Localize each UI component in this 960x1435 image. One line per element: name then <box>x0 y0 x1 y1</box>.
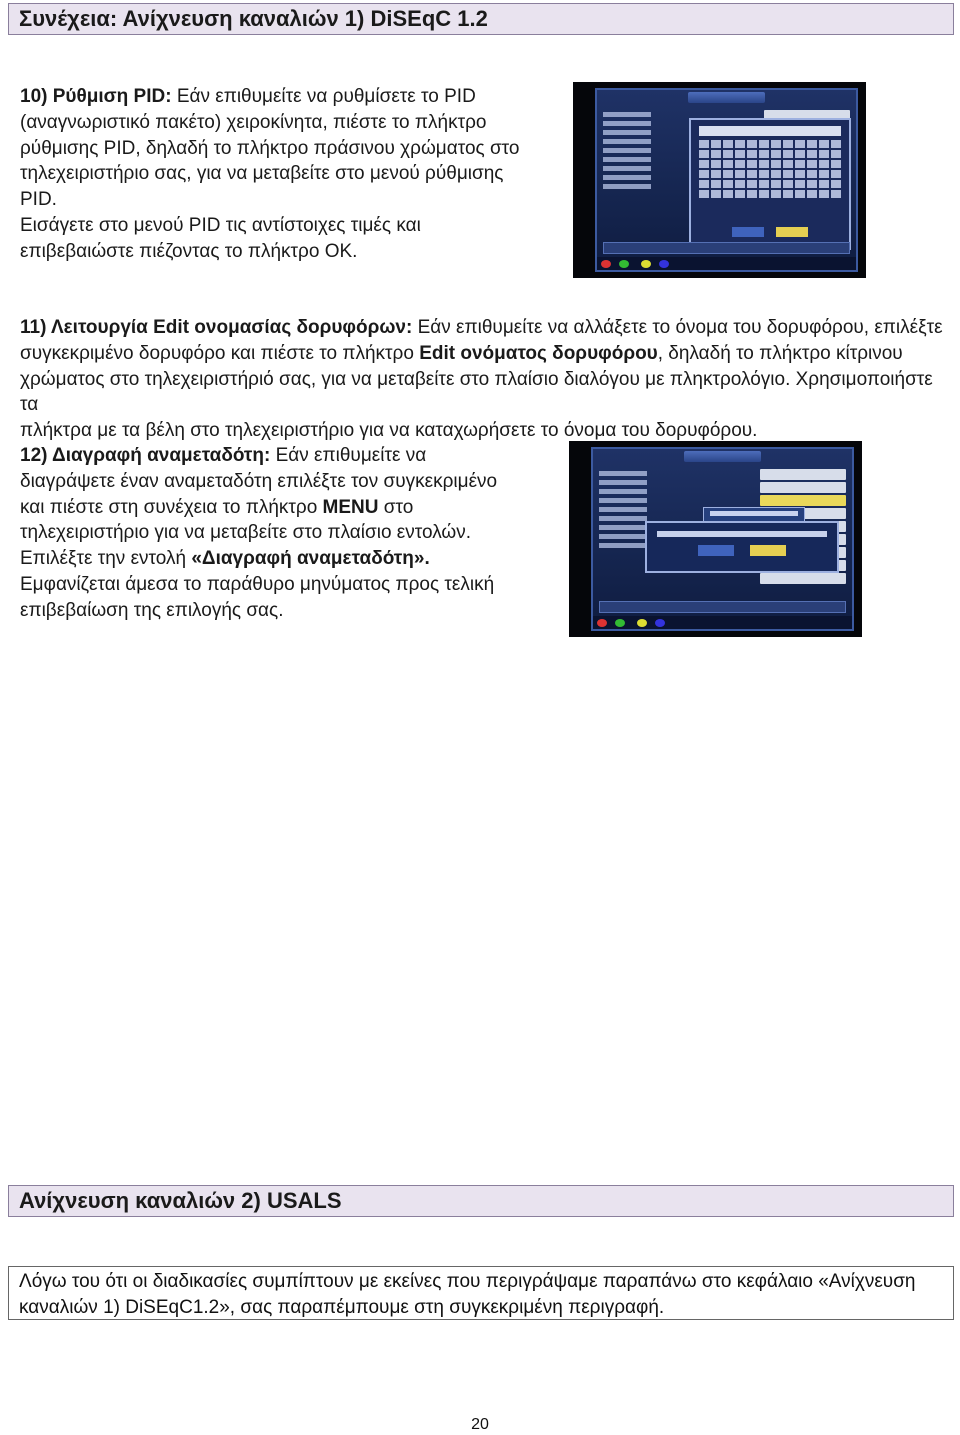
screenshot-delete-confirm <box>569 441 862 637</box>
text: , δηλαδή το πλήκτρο κίτρινου <box>657 342 903 364</box>
confirm-dialog <box>645 521 839 573</box>
line <box>20 315 950 341</box>
text: Εάν επιθυμείτε να <box>270 445 427 466</box>
line: διαγράψετε έναν αναμεταδότη επιλέξτε τον συγκεκριμένο <box>20 470 498 492</box>
line: Εισάγετε στο μενού PID τις αντίστοιχες τιμές και <box>20 214 421 236</box>
line: Λόγω του ότι οι διαδικασίες συμπίπτουν με εκείνες που περιγράψαμε παραπάνω στο κεφάλαιο «Ανίχνευση <box>19 1271 916 1292</box>
tv-screen <box>591 447 854 631</box>
tv-status-bar <box>603 242 850 254</box>
paragraph-edit-satellite <box>20 315 950 444</box>
tv-footer <box>593 616 852 629</box>
paragraph-pid-setting <box>20 84 560 265</box>
line: PID. <box>20 189 57 211</box>
line: καναλιών 1) DiSEqC1.2», σας παραπέμπουμε στη συγκεκριμένη περιγραφή. <box>19 1296 665 1318</box>
section-header-text: Συνέχεια: Ανίχνευση καναλιών 1) DiSEqC 1.2 <box>19 6 488 31</box>
line: χρώματος στο τηλεχειριστήριό σας, για να μεταβείτε στο πλαίσιο διαλόγου με πληκτρολόγιο. Χρησιμοποιήστε τα <box>20 368 933 416</box>
text: Επιλέξτε την εντολή <box>20 548 192 570</box>
command-name: «Διαγραφή αναμεταδότη». <box>191 548 430 570</box>
section-header-text: Ανίχνευση καναλιών 2) USALS <box>19 1188 342 1213</box>
line: Εμφανίζεται άμεσα το παράθυρο μηνύματος προς τελική <box>20 573 495 595</box>
key-name: Edit ονόματος δορυφόρου <box>419 342 658 364</box>
section-header-diseqc <box>8 3 954 35</box>
text: συγκεκριμένο δορυφόρο και πιέστε το πλήκτρο <box>20 342 420 364</box>
line <box>20 495 560 521</box>
no-button <box>750 545 786 556</box>
line: (αναγνωριστικό πακέτο) χειροκίνητα, πιέστε το πλήκτρο <box>20 111 487 133</box>
dialog-message <box>657 531 827 537</box>
line <box>20 84 560 110</box>
yes-button <box>698 545 734 556</box>
step-title: 12) Διαγραφή αναμεταδότη: <box>20 445 271 466</box>
tv-title-bar <box>688 92 766 103</box>
line: ρύθμισης PID, δηλαδή το πλήκτρο πράσινου χρώματος στο <box>20 137 520 159</box>
text: στο <box>378 496 414 518</box>
keyboard-dialog <box>689 118 851 250</box>
line: τηλεχειριστήριο σας, για να μεταβείτε στο μενού ρύθμισης <box>20 163 504 185</box>
tv-footer <box>597 257 856 270</box>
line <box>20 546 560 572</box>
tv-title-bar <box>684 451 762 462</box>
line: τηλεχειριστήριο για να μεταβείτε στο πλαίσιο εντολών. <box>20 522 472 544</box>
line: επιβεβαιώστε πιέζοντας το πλήκτρο ΟΚ. <box>20 240 358 262</box>
text: Εάν επιθυμείτε να αλλάξετε το όνομα του δορυφόρου, επιλέξτε <box>412 317 943 338</box>
tv-left-list <box>603 108 663 230</box>
usals-note-box <box>8 1266 954 1320</box>
tv-status-bar <box>599 601 846 613</box>
line <box>20 341 950 367</box>
tv-screen <box>595 88 858 272</box>
key-name: MENU <box>322 496 379 518</box>
section-header-usals <box>8 1185 954 1217</box>
text: και πιέστε στη συνέχεια το πλήκτρο <box>20 496 323 518</box>
line: επιβεβαίωση της επιλογής σας. <box>20 599 284 621</box>
keyboard-input <box>699 126 841 136</box>
step-title: 10) Ρύθμιση PID: <box>20 86 172 107</box>
line: πλήκτρα με τα βέλη στο τηλεχειριστήριο για να καταχωρήσετε το όνομα του δορυφόρου. <box>20 420 758 442</box>
keyboard-keys <box>699 140 841 198</box>
text: Εάν επιθυμείτε να ρυθμίσετε το PID <box>176 86 476 107</box>
line <box>20 443 560 469</box>
step-title: 11) Λειτουργία Edit ονομασίας δορυφόρων: <box>20 317 413 338</box>
screenshot-pid-keyboard <box>573 82 866 278</box>
paragraph-delete-transponder <box>20 443 560 624</box>
page-number: 20 <box>471 1416 489 1433</box>
